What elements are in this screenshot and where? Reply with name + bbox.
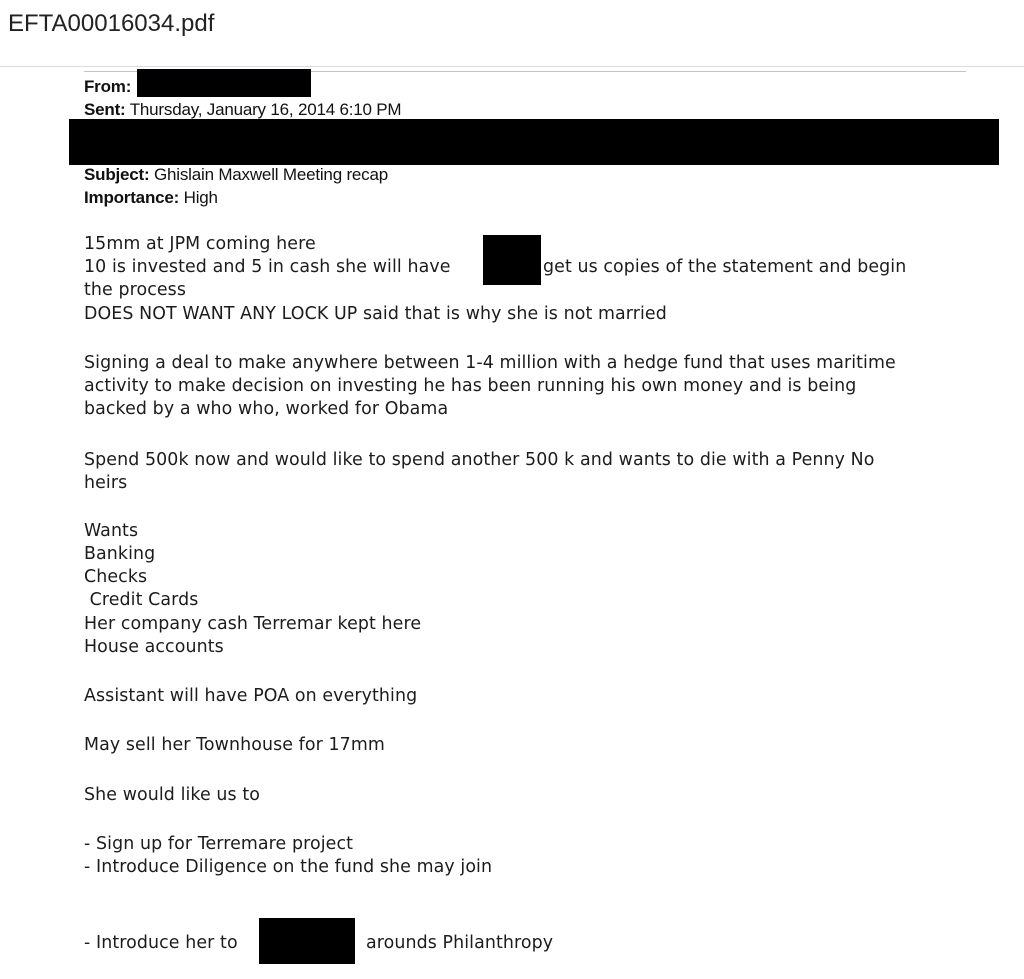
redaction-name — [483, 235, 541, 285]
from-line — [84, 77, 131, 97]
list-item: - Sign up for Terremare project — [84, 834, 354, 854]
redaction-recipients — [69, 119, 999, 165]
list-item: Wants — [84, 521, 139, 541]
subject-line — [84, 165, 388, 185]
importance-value: High — [183, 188, 218, 207]
sent-label: Sent: — [84, 100, 126, 119]
body-line: Signing a deal to make anywhere between 1-4 million with a hedge fund that uses maritime — [84, 353, 896, 373]
list-item: - Introduce Diligence on the fund she may join — [84, 857, 493, 877]
subject-value: Ghislain Maxwell Meeting recap — [154, 165, 388, 184]
body-line: the process — [84, 280, 186, 300]
body-line: 10 is invested and 5 in cash she will have — [84, 257, 451, 277]
file-name: EFTA00016034.pdf — [8, 10, 215, 37]
list-item: Checks — [84, 567, 148, 587]
list-item: Her company cash Terremar kept here — [84, 614, 422, 634]
body-line: May sell her Townhouse for 17mm — [84, 735, 385, 755]
body-line: Spend 500k now and would like to spend another 500 k and wants to die with a Penny No — [84, 450, 875, 470]
body-line: activity to make decision on investing he has been running his own money and is being — [84, 376, 857, 396]
body-line: 15mm at JPM coming here — [84, 234, 316, 254]
sent-value: Thursday, January 16, 2014 6:10 PM — [129, 100, 402, 119]
body-line: Assistant will have POA on everything — [84, 686, 418, 706]
body-line: get us copies of the statement and begin — [543, 257, 907, 277]
document-page — [0, 67, 1024, 979]
from-label: From: — [84, 77, 132, 96]
subject-label: Subject: — [84, 165, 150, 184]
list-item: arounds Philanthropy — [366, 933, 554, 953]
redaction-from — [137, 69, 311, 97]
list-item: Banking — [84, 544, 156, 564]
importance-label: Importance: — [84, 188, 180, 207]
list-item: Credit Cards — [84, 590, 199, 610]
body-line: backed by a who who, worked for Obama — [84, 399, 449, 419]
body-line: heirs — [84, 473, 128, 493]
importance-line — [84, 188, 218, 208]
list-item: - Introduce her to — [84, 933, 238, 953]
body-line: She would like us to — [84, 785, 260, 805]
list-item: House accounts — [84, 637, 224, 657]
redaction-name — [259, 918, 355, 964]
sent-line — [84, 100, 401, 120]
viewer-header — [0, 0, 1024, 67]
body-line: DOES NOT WANT ANY LOCK UP said that is why she is not married — [84, 304, 667, 324]
